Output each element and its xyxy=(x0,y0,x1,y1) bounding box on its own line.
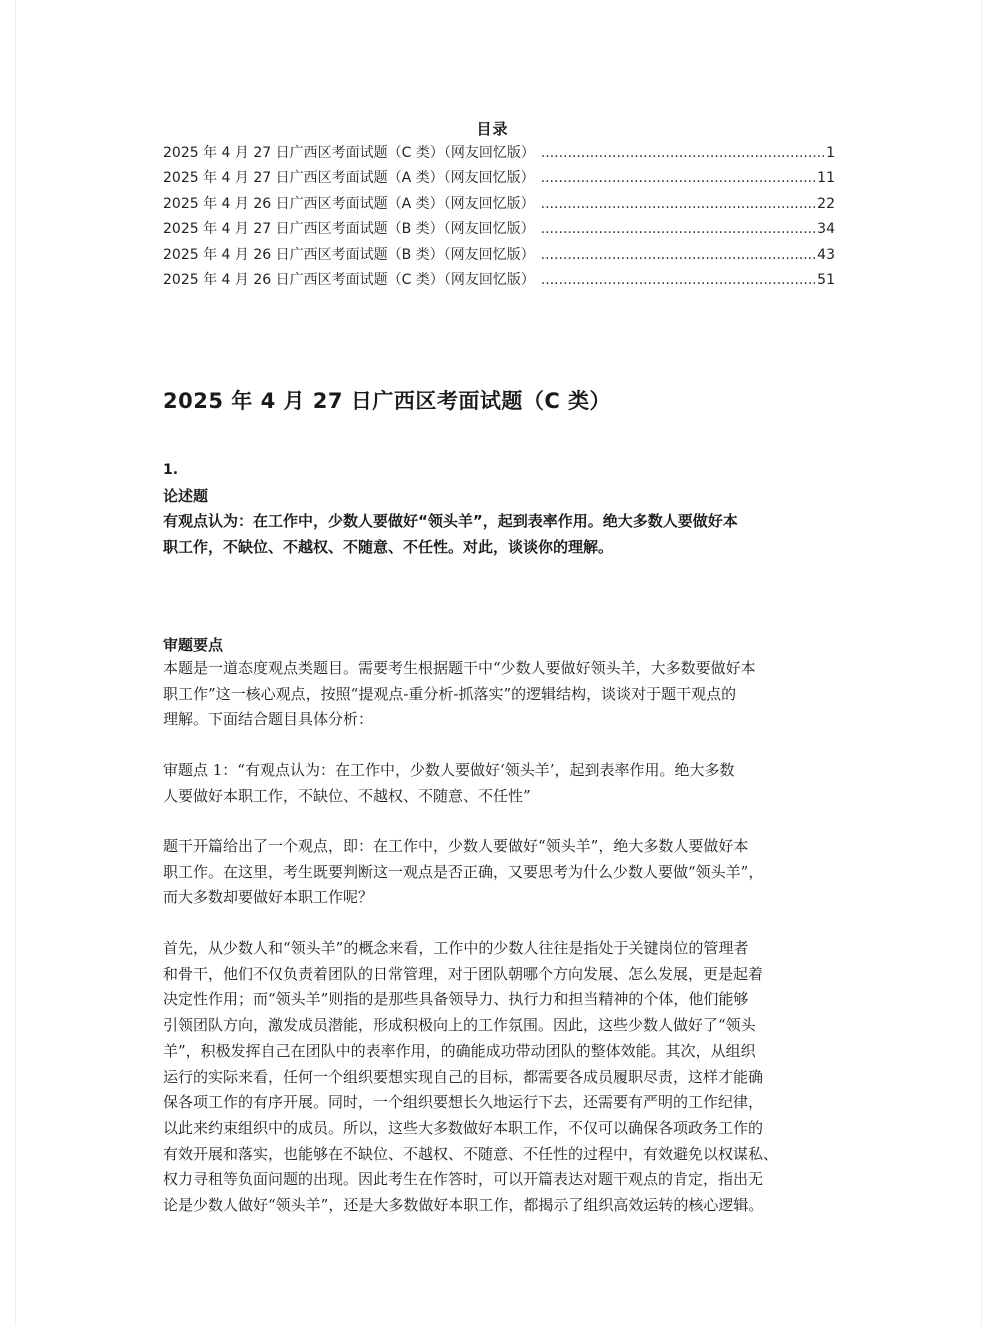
toc-entry-page: 51 xyxy=(817,271,835,288)
paragraph-line: 权力寻租等负面问题的出现。因此考生在作答时，可以开篇表达对题干观点的肯定，指出无 xyxy=(163,1170,764,1189)
paragraph-line: 审题点 1：“有观点认为：在工作中，少数人要做好‘领头羊’，起到表率作用。绝大多数 xyxy=(163,761,735,779)
toc-leader-dots xyxy=(541,145,824,161)
toc-entry[interactable] xyxy=(163,218,835,243)
paragraph-line: 有效开展和落实，也能够在不缺位、不越权、不随意、不任性的过程中，有效避免以权谋私、 xyxy=(163,1144,779,1163)
paragraph-line: 题干开篇给出了一个观点，即：在工作中，少数人要做好“领头羊”，绝大多数人要做好本 xyxy=(163,837,749,855)
paragraph-line: 职工作”这一核心观点，按照“提观点-重分析-抓落实”的逻辑结构，谈谈对于题干观点的 xyxy=(163,684,737,703)
paragraph-line: 羊”，积极发挥自己在团队中的表率作用，的确能成功带动团队的整体效能。其次，从组织 xyxy=(163,1041,756,1060)
page-right-edge xyxy=(981,0,982,1326)
paragraph-line: 以此来约束组织中的成员。所以，这些大多数做好本职工作，不仅可以确保各项政务工作的 xyxy=(163,1118,764,1137)
section-title: 2025 年 4 月 27 日广西区考面试题（C 类） xyxy=(163,389,612,413)
question-stem-line: 有观点认为：在工作中，少数人要做好“领头羊”，起到表率作用。绝大多数人要做好本 xyxy=(163,512,738,530)
page-left-edge xyxy=(15,0,16,1326)
question-type: 论述题 xyxy=(163,487,209,505)
analysis-paragraph-intro xyxy=(163,656,843,733)
toc-entry-page: 43 xyxy=(817,246,835,263)
toc-leader-dots xyxy=(541,272,815,288)
toc-entry-page: 11 xyxy=(817,170,835,187)
paragraph-line: 首先，从少数人和“领头羊”的概念来看，工作中的少数人往往是指处于关键岗位的管理者 xyxy=(163,939,749,957)
paragraph-line: 而大多数却要做好本职工作呢？ xyxy=(163,888,374,907)
analysis-heading: 审题要点 xyxy=(163,636,224,654)
toc-entry[interactable] xyxy=(163,142,835,167)
toc-entry[interactable] xyxy=(163,269,835,294)
paragraph-line: 人要做好本职工作，不缺位、不越权、不随意、不任性” xyxy=(163,786,531,805)
toc-leader-dots xyxy=(541,196,816,212)
paragraph-line: 和骨干，他们不仅负责着团队的日常管理，对于团队朝哪个方向发展、怎么发展，更是起着 xyxy=(163,964,764,983)
toc-entry-page: 1 xyxy=(826,145,835,161)
toc-entry-title: 2025 年 4 月 27 日广西区考面试题（B 类）（网友回忆版） xyxy=(163,221,535,238)
paragraph-line: 论是少数人做好“领头羊”，还是大多数做好本职工作，都揭示了组织高效运转的核心逻辑。 xyxy=(163,1196,764,1215)
toc-entry-title: 2025 年 4 月 26 日广西区考面试题（B 类）（网友回忆版） xyxy=(163,246,535,263)
toc-entry-title: 2025 年 4 月 26 日广西区考面试题（C 类）（网友回忆版） xyxy=(163,271,535,288)
table-of-contents xyxy=(163,142,835,294)
toc-entry[interactable] xyxy=(163,167,835,192)
toc-entry[interactable] xyxy=(163,193,835,218)
paragraph-line: 理解。下面结合题目具体分析： xyxy=(163,710,374,729)
toc-leader-dots xyxy=(541,247,816,263)
paragraph-line: 保各项工作的有序开展。同时，一个组织要想长久地运行下去，还需要有严明的工作纪律， xyxy=(163,1093,764,1112)
question-stem xyxy=(163,508,843,560)
analysis-paragraph-explanation xyxy=(163,834,843,911)
analysis-paragraph-point-1 xyxy=(163,758,843,809)
toc-entry-page: 22 xyxy=(817,195,835,212)
paragraph-line: 本题是一道态度观点类题目。需要考生根据题干中“少数人要做好领头羊，大多数要做好本 xyxy=(163,659,756,677)
toc-entry[interactable] xyxy=(163,244,835,269)
analysis-paragraph-detail xyxy=(163,936,843,1219)
toc-leader-dots xyxy=(541,170,816,186)
toc-entry-title: 2025 年 4 月 26 日广西区考面试题（A 类）（网友回忆版） xyxy=(163,195,535,212)
toc-entry-title: 2025 年 4 月 27 日广西区考面试题（A 类）（网友回忆版） xyxy=(163,170,535,187)
toc-leader-dots xyxy=(541,221,816,237)
toc-entry-title: 2025 年 4 月 27 日广西区考面试题（C 类）（网友回忆版） xyxy=(163,145,535,161)
toc-heading: 目录 xyxy=(476,120,509,138)
paragraph-line: 运行的实际来看，任何一个组织要想实现自己的目标，都需要各成员履职尽责，这样才能确 xyxy=(163,1067,764,1086)
paragraph-line: 决定性作用；而“领头羊”则指的是那些具备领导力、执行力和担当精神的个体，他们能够 xyxy=(163,990,749,1009)
question-stem-line: 职工作，不缺位、不越权、不随意、不任性。对此，谈谈你的理解。 xyxy=(163,538,614,556)
paragraph-line: 职工作。在这里，考生既要判断这一观点是否正确，又要思考为什么少数人要做“领头羊”， xyxy=(163,862,764,881)
paragraph-line: 引领团队方向，激发成员潜能，形成积极向上的工作氛围。因此，这些少数人做好了“领头 xyxy=(163,1016,756,1035)
toc-entry-page: 34 xyxy=(817,221,835,238)
question-number: 1. xyxy=(163,462,179,478)
